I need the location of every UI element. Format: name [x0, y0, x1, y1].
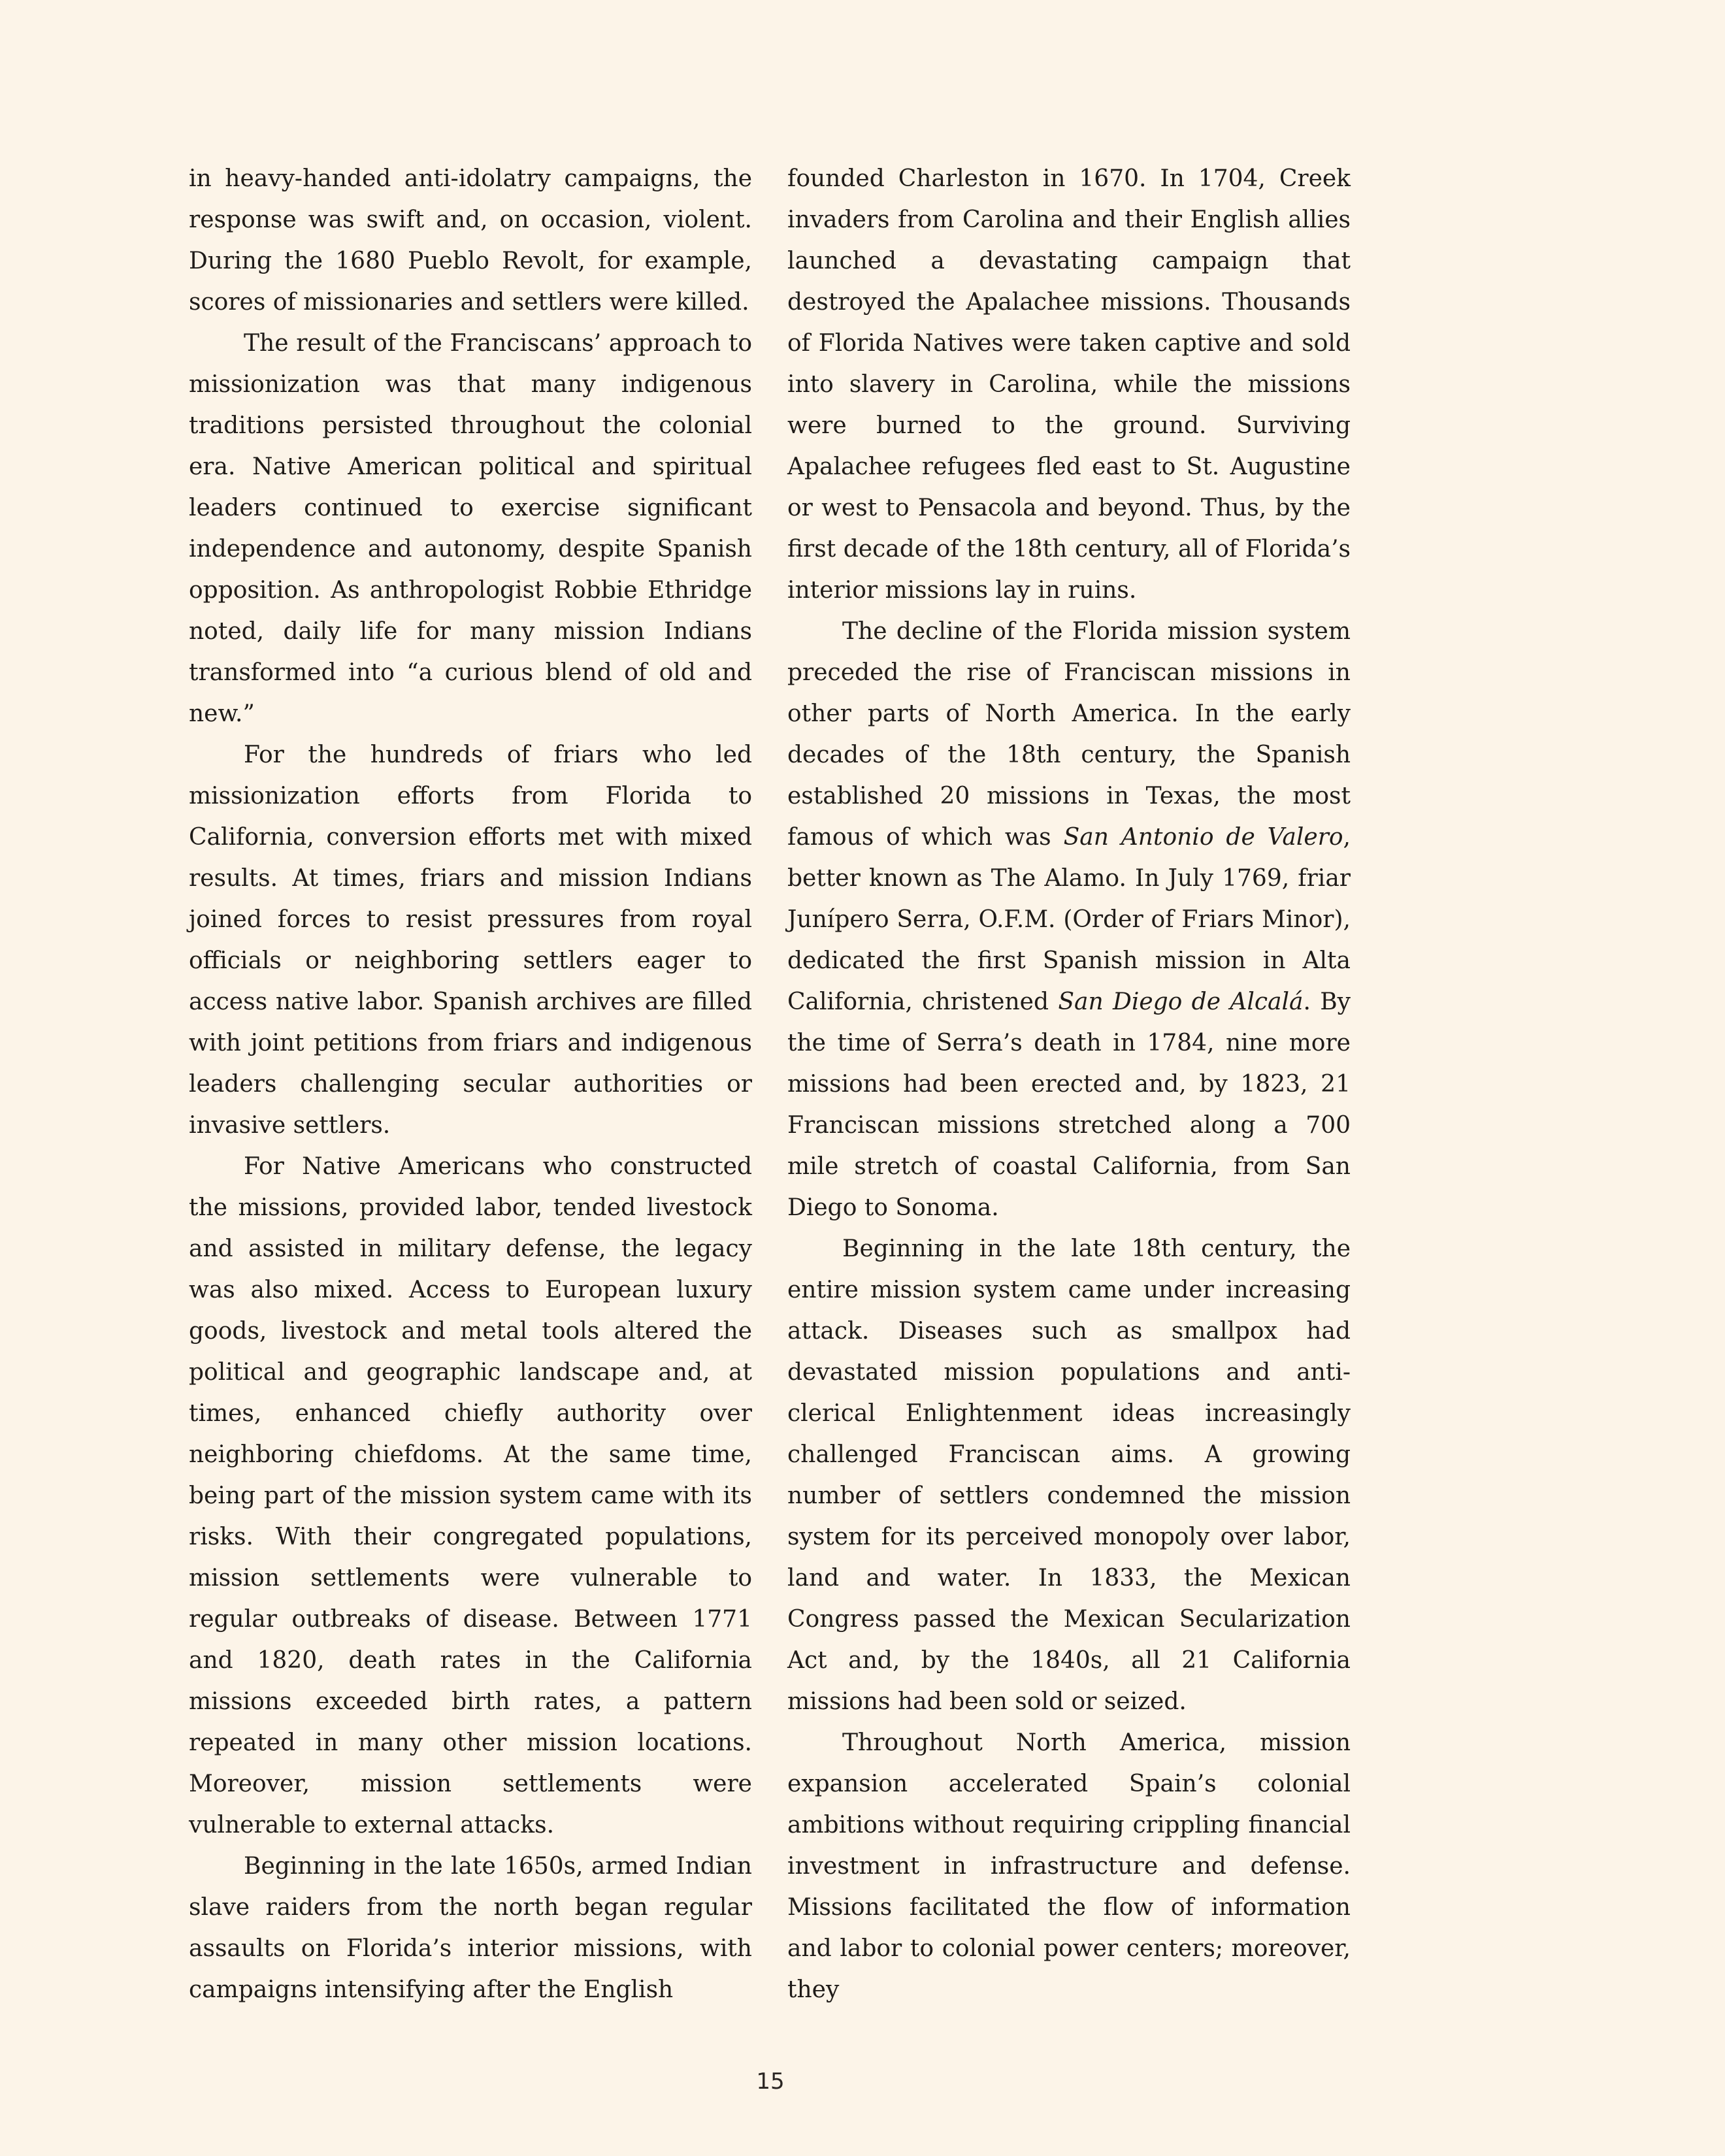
mission-name-italic: San Antonio de Valero: [1063, 824, 1343, 851]
paragraph: Beginning in the late 1650s, armed Indian slave raiders from the north began regular assaults on Florida’s interior missions, with campaigns intensifying after the English: [189, 1853, 752, 2003]
paragraph: Beginning in the late 18th century, the entire mission system came under increasing attack. Diseases such as smallpox had devastated mission populations and anti-clerical Enlightenment ideas increasingly challenged Franciscan aims. A growing number of settlers condemned the mission system for its perceived monopoly over labor, land and water. In 1833, the Mexican Congress passed the Mexican Secularization Act and, by the 1840s, all 21 California missions had been sold or seized.: [787, 1235, 1351, 1715]
paragraph-text: . By the time of Serra’s death in 1784, nine more missions had been erected and, by 1823, 21 Franciscan missions stretched along a 700 mile stretch of coastal California, from San Diego to Sonoma.: [787, 988, 1351, 1221]
mission-name-italic: San Diego de Alcalá: [1058, 988, 1304, 1015]
paragraph: Throughout North America, mission expansion accelerated Spain’s colonial ambitions without requiring crippling financial investment in infrastructure and defense. Missions facilitated the flow of information and labor to colonial power centers; moreover, they: [787, 1729, 1351, 2003]
paragraph-text: , better known as The Alamo. In July 1769, friar Junípero Serra, O.F.M. (Order of Friars Minor), dedicated the first Spanish mission in Alta California, christened: [787, 824, 1351, 1015]
paragraph: For Native Americans who constructed the missions, provided labor, tended livestock and assisted in military defense, the legacy was also mixed. Access to European luxury goods, livestock and metal tools altered the political and geographic landscape and, at times, enhanced chiefly authority over neighboring chiefdoms. At the same time, being part of the mission system came with its risks. With their congregated populations, mission settlements were vulnerable to regular outbreaks of disease. Between 1771 and 1820, death rates in the California missions exceeded birth rates, a pattern repeated in many other mission locations. Moreover, mission settlements were vulnerable to external attacks.: [189, 1153, 752, 1838]
paragraph-text: The decline of the Florida mission system preceded the rise of Franciscan missions in other parts of North America. In the early decades of the 18th century, the Spanish established 20 missions in Texas, the most famous of which was: [787, 618, 1351, 851]
right-text-column: [787, 158, 1351, 2010]
paragraph: in heavy-handed anti-idolatry campaigns, the response was swift and, on occasion, violent. During the 1680 Pueblo Revolt, for example, scores of missionaries and settlers were killed.: [189, 165, 752, 316]
left-text-column: [189, 158, 752, 2010]
paragraph: For the hundreds of friars who led missionization efforts from Florida to California, conversion efforts met with mixed results. At times, friars and mission Indians joined forces to resist pressures from royal officials or neighboring settlers eager to access native labor. Spanish archives are filled with joint petitions from friars and indigenous leaders challenging secular authorities or invasive settlers.: [189, 742, 752, 1139]
page-number: 15: [756, 2068, 785, 2095]
paragraph: [787, 611, 1351, 1228]
paragraph: The result of the Franciscans’ approach to missionization was that many indigenous traditions persisted throughout the colonial era. Native American political and spiritual leaders continued to exercise significant independence and autonomy, despite Spanish opposition. As anthropologist Robbie Ethridge noted, daily life for many mission Indians transformed into “a curious blend of old and new.”: [189, 330, 752, 727]
paragraph: founded Charleston in 1670. In 1704, Creek invaders from Carolina and their English allies launched a devastating campaign that destroyed the Apalachee missions. Thousands of Florida Natives were taken captive and sold into slavery in Carolina, while the missions were burned to the ground. Surviving Apalachee refugees fled east to St. Augustine or west to Pensacola and beyond. Thus, by the first decade of the 18th century, all of Florida’s interior missions lay in ruins.: [787, 165, 1351, 604]
